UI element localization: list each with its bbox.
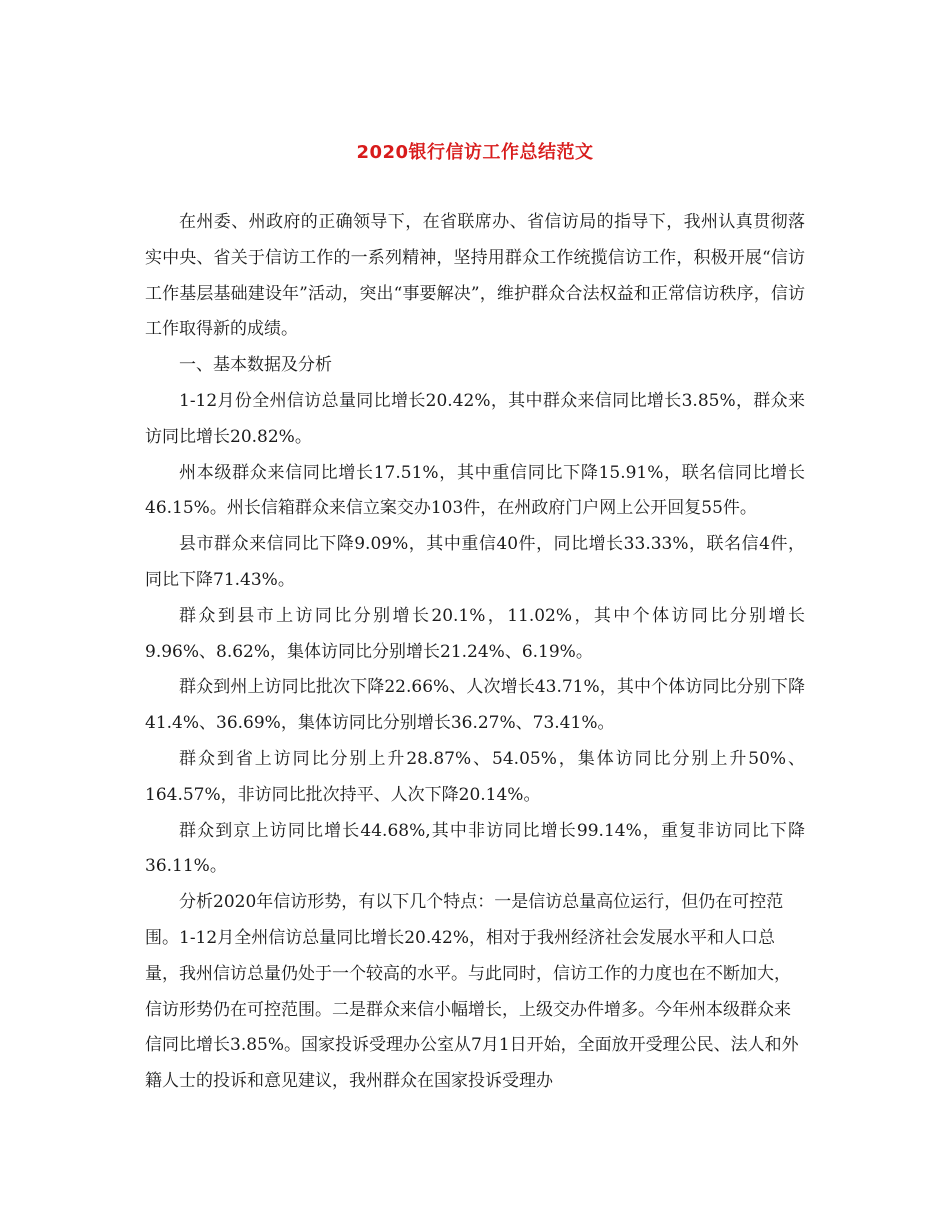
paragraph-county-visits: 群众到县市上访同比分别增长20.1%，11.02%，其中个体访同比分别增长9.96%、8.62%，集体访同比分别增长21.24%、6.19%。 [145,605,805,662]
paragraph-state-level: 州本级群众来信同比增长17.51%，其中重信同比下降15.91%，联名信同比增长46.15%。州长信箱群众来信立案交办103件，在州政府门户网上公开回复55件。 [145,462,805,519]
paragraph-county-letters: 县市群众来信同比下降9.09%，其中重信40件，同比增长33.33%，联名信4件，同比下降71.43%。 [145,534,805,590]
document-title: 2020银行信访工作总结范文 [356,142,594,163]
paragraph-state-visits: 群众到州上访同比批次下降22.66%、人次增长43.71%，其中个体访同比分别下降41.4%、36.69%，集体访同比分别增长36.27%、73.41%。 [145,677,805,734]
paragraph-total: 1-12月份全州信访总量同比增长20.42%，其中群众来信同比增长3.85%，群众来访同比增长20.82%。 [145,390,805,447]
paragraph-province-visits: 群众到省上访同比分别上升28.87%、54.05%，集体访同比分别上升50%、164.57%，非访同比批次持平、人次下降20.14%。 [145,748,805,805]
paragraph-beijing-visits: 群众到京上访同比增长44.68%,其中非访同比增长99.14%，重复非访同比下降36.11%。 [145,820,805,877]
document-body [145,205,805,1100]
paragraph-analysis: 分析2020年信访形势，有以下几个特点：一是信访总量高位运行，但仍在可控范围。1-12月全州信访总量同比增长20.42%，相对于我州经济社会发展水平和人口总量，我州信访总量仍处于一个较高的水平。与此同时，信访工作的力度也在不断加大，信访形势仍在可控范围。二是群众来信小幅增长，上级交办件增多。今年州本级群众来信同比增长3.85%。国家投诉受理办公室从7月1日开始，全面放开受理公民、法人和外籍人士的投诉和意见建议，我州群众在国家投诉受理办 [145,892,799,1092]
paragraph-intro: 在州委、州政府的正确领导下，在省联席办、省信访局的指导下，我州认真贯彻落实中央、省关于信访工作的一系列精神，坚持用群众工作统揽信访工作，积极开展“信访工作基层基础建设年”活动，突出“事要解决”，维护群众合法权益和正常信访秩序，信访工作取得新的成绩。 [145,212,805,340]
section-heading: 一、基本数据及分析 [179,355,332,376]
